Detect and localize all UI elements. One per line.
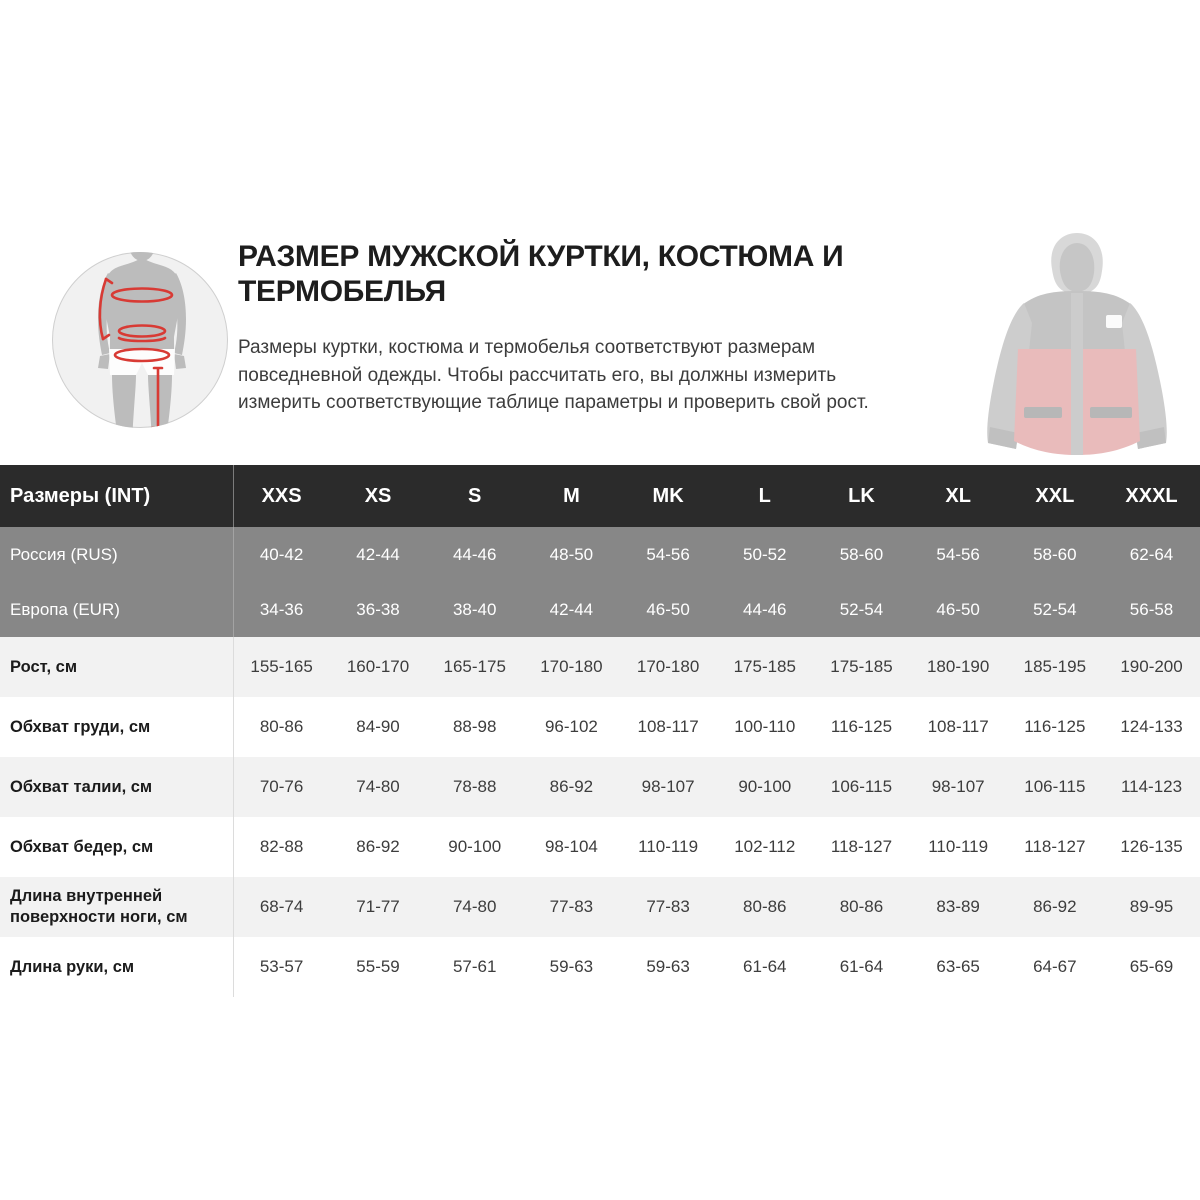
size-value-cell: 124-133 xyxy=(1120,717,1183,736)
row-label: Длина руки, см xyxy=(0,937,233,997)
size-value-cell: 40-42 xyxy=(259,544,304,564)
size-value-cell: 110-119 xyxy=(638,837,699,856)
size-value-cell: 80-86 xyxy=(259,717,304,736)
size-value-cell: 160-170 xyxy=(346,657,410,676)
size-column-header-m: M xyxy=(563,484,580,507)
size-value-cell: 98-107 xyxy=(641,777,695,796)
size-column-header-mk: MK xyxy=(652,484,684,507)
size-value-cell: 64-67 xyxy=(1033,957,1077,976)
size-value-cell: 88-98 xyxy=(452,717,497,736)
table-corner-header: Размеры (INT) xyxy=(0,465,233,527)
size-column-header-xxl: XXL xyxy=(1035,484,1075,507)
size-value-cell: 126-135 xyxy=(1120,837,1183,856)
size-value-cell: 77-83 xyxy=(646,897,690,916)
size-value-cell: 98-107 xyxy=(931,777,985,796)
size-value-cell: 90-100 xyxy=(738,777,792,796)
size-value-cell: 83-89 xyxy=(936,897,980,916)
table-row xyxy=(0,937,1200,997)
size-value-cell: 77-83 xyxy=(549,897,594,916)
size-value-cell: 165-175 xyxy=(443,657,506,676)
size-value-cell: 52-54 xyxy=(839,599,884,619)
size-value-cell: 185-195 xyxy=(1023,657,1087,676)
size-table-body xyxy=(0,527,1200,997)
table-row xyxy=(0,582,1200,637)
table-row xyxy=(0,527,1200,582)
size-value-cell: 102-112 xyxy=(734,837,796,856)
hero-section xyxy=(0,0,1200,465)
size-chart-table xyxy=(0,465,1200,997)
size-value-cell: 180-190 xyxy=(926,657,990,676)
size-value-cell: 65-69 xyxy=(1129,957,1174,976)
size-value-cell: 71-77 xyxy=(356,897,400,916)
size-value-cell: 38-40 xyxy=(452,599,497,619)
size-value-cell: 59-63 xyxy=(646,957,690,976)
size-value-cell: 36-38 xyxy=(356,599,400,619)
table-row xyxy=(0,757,1200,817)
size-value-cell: 175-185 xyxy=(733,657,796,676)
row-label: Рост, см xyxy=(0,637,233,697)
row-label: Россия (RUS) xyxy=(0,527,233,582)
size-value-cell: 86-92 xyxy=(1033,897,1077,916)
size-column-header-lk: LK xyxy=(848,484,875,507)
row-label: Обхват бедер, см xyxy=(0,817,233,877)
size-value-cell: 74-80 xyxy=(452,897,497,916)
size-value-cell: 106-115 xyxy=(1024,777,1086,796)
size-value-cell: 108-117 xyxy=(927,717,989,736)
table-row xyxy=(0,877,1200,937)
size-value-cell: 56-58 xyxy=(1129,599,1174,619)
size-value-cell: 86-92 xyxy=(549,777,594,796)
size-column-header-xxxl: XXXL xyxy=(1125,484,1178,507)
table-row xyxy=(0,817,1200,877)
size-value-cell: 62-64 xyxy=(1129,544,1174,564)
size-value-cell: 90-100 xyxy=(448,837,502,856)
size-column-header-xl: XL xyxy=(945,484,971,507)
size-value-cell: 170-180 xyxy=(636,657,700,676)
size-value-cell: 74-80 xyxy=(356,777,400,796)
size-value-cell: 70-76 xyxy=(259,777,304,796)
size-value-cell: 44-46 xyxy=(743,599,787,619)
size-value-cell: 175-185 xyxy=(830,657,893,676)
size-value-cell: 118-127 xyxy=(830,837,893,856)
size-table-head-row xyxy=(0,465,1200,527)
size-value-cell: 80-86 xyxy=(743,897,787,916)
size-value-cell: 54-56 xyxy=(646,544,690,564)
size-value-cell: 108-117 xyxy=(637,717,699,736)
row-label: Европа (EUR) xyxy=(0,582,233,637)
size-value-cell: 89-95 xyxy=(1129,897,1174,916)
size-column-header-s: S xyxy=(468,484,482,507)
size-value-cell: 42-44 xyxy=(549,599,594,619)
size-value-cell: 106-115 xyxy=(830,777,893,796)
size-value-cell: 155-165 xyxy=(250,657,313,676)
size-value-cell: 53-57 xyxy=(259,957,304,976)
size-value-cell: 84-90 xyxy=(356,717,400,736)
size-value-cell: 114-123 xyxy=(1120,777,1183,796)
size-value-cell: 57-61 xyxy=(452,957,497,976)
size-value-cell: 54-56 xyxy=(936,544,980,564)
body-measurement-icon xyxy=(50,243,230,438)
row-label: Длина внутренней поверхности ноги, см xyxy=(0,877,233,937)
size-value-cell: 96-102 xyxy=(544,717,598,736)
size-value-cell: 44-46 xyxy=(452,544,497,564)
size-column-header-xs: XS xyxy=(364,484,392,507)
size-value-cell: 52-54 xyxy=(1033,599,1077,619)
size-value-cell: 58-60 xyxy=(839,544,884,564)
size-value-cell: 58-60 xyxy=(1033,544,1077,564)
size-value-cell: 86-92 xyxy=(356,837,400,856)
size-value-cell: 59-63 xyxy=(549,957,594,976)
row-label: Обхват груди, см xyxy=(0,697,233,757)
size-value-cell: 190-200 xyxy=(1120,657,1183,676)
size-value-cell: 61-64 xyxy=(839,957,884,976)
table-row xyxy=(0,697,1200,757)
table-row xyxy=(0,637,1200,697)
size-value-cell: 61-64 xyxy=(743,957,787,976)
size-value-cell: 46-50 xyxy=(936,599,980,619)
page-title: РАЗМЕР МУЖСКОЙ КУРТКИ, КОСТЮМА И ТЕРМОБЕЛЬЯ xyxy=(238,240,844,308)
size-value-cell: 55-59 xyxy=(356,957,400,976)
row-label: Обхват талии, см xyxy=(0,757,233,817)
page-description: Размеры куртки, костюма и термобелья соответствуют размерам повседневной одежды. Чтобы рассчитать его, вы должны измерить измерить соответствующие таблице параметры и проверить свой рост. xyxy=(238,336,869,414)
size-column-header-xxs: XXS xyxy=(261,484,302,507)
size-value-cell: 78-88 xyxy=(452,777,497,796)
size-value-cell: 68-74 xyxy=(259,897,304,916)
size-value-cell: 34-36 xyxy=(259,599,304,619)
size-value-cell: 98-104 xyxy=(544,837,598,856)
size-value-cell: 63-65 xyxy=(936,957,980,976)
size-value-cell: 46-50 xyxy=(646,599,690,619)
size-column-header-l: L xyxy=(758,484,771,507)
size-value-cell: 82-88 xyxy=(259,837,304,856)
size-value-cell: 80-86 xyxy=(839,897,884,916)
size-value-cell: 118-127 xyxy=(1024,837,1086,856)
hero-text-block xyxy=(238,240,928,417)
size-value-cell: 170-180 xyxy=(540,657,603,676)
size-value-cell: 116-125 xyxy=(1024,717,1086,736)
size-value-cell: 100-110 xyxy=(734,717,796,736)
size-value-cell: 116-125 xyxy=(830,717,893,736)
jacket-image xyxy=(982,231,1172,467)
size-value-cell: 50-52 xyxy=(743,544,787,564)
size-value-cell: 42-44 xyxy=(356,544,400,564)
size-value-cell: 110-119 xyxy=(928,837,989,856)
size-value-cell: 48-50 xyxy=(549,544,594,564)
